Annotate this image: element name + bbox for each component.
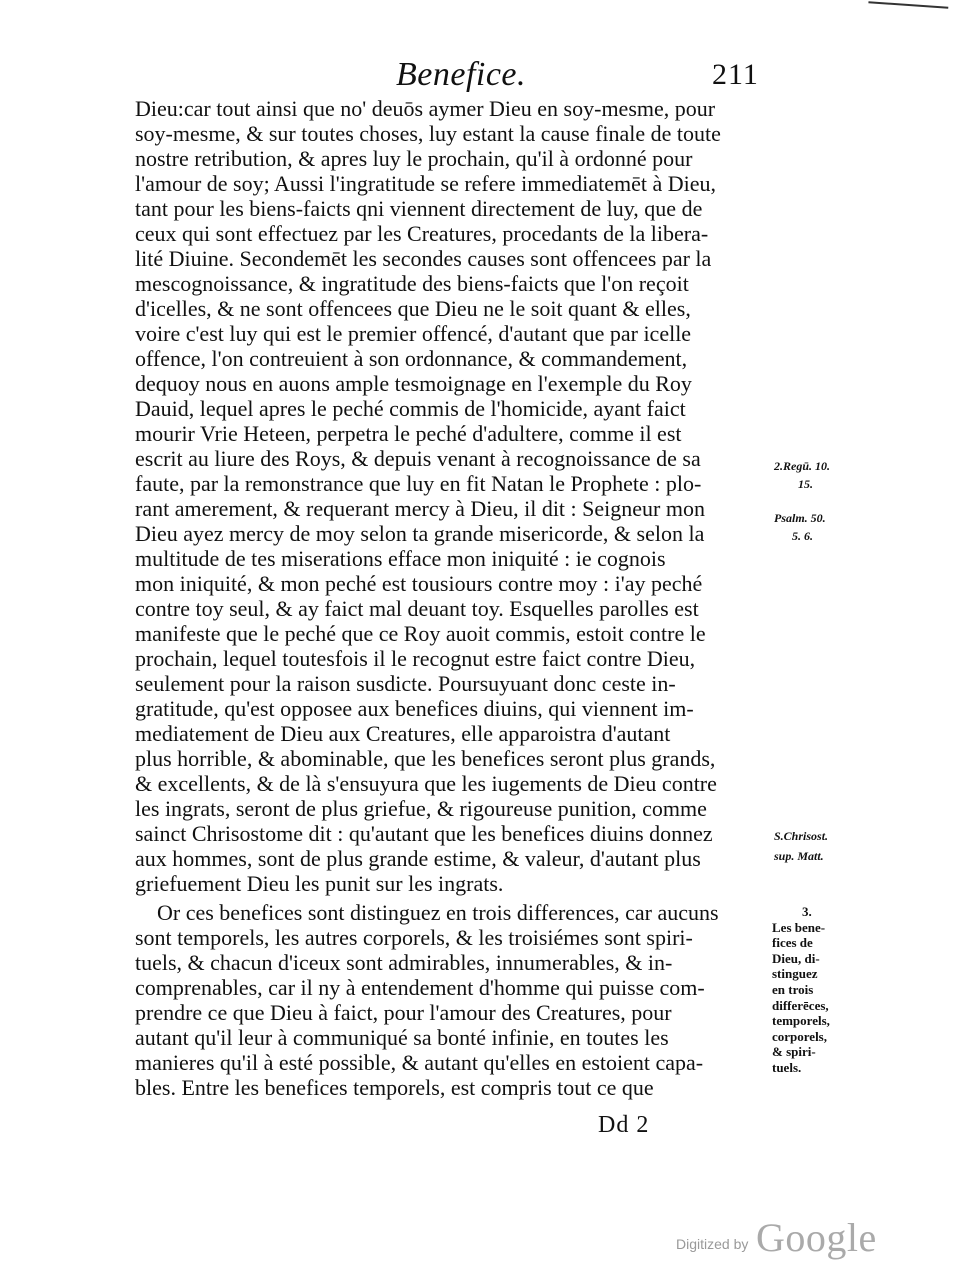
side-note-line: 3. <box>802 904 812 919</box>
margin-note-kings: 2.Regū. 10. <box>774 459 831 473</box>
page-edge-mark <box>868 1 949 19</box>
side-note-line: tuels. <box>772 1059 802 1075</box>
body-line: aux hommes, sont de plus grande estime, & valeur, d'autant plus <box>135 846 701 871</box>
body-line: contre toy seul, & ay faict mal deuant toy. Esquelles parolles est <box>135 596 699 621</box>
margin-note-chrysostom: S.Chrisost. <box>774 829 829 843</box>
body-line: autant qu'il leur à communiqué sa bonté infinie, en toutes les <box>135 1025 669 1050</box>
side-note-line: stinguez <box>772 966 818 982</box>
margin-note-psalm: Psalm. 50. <box>774 511 826 525</box>
side-note-line: corporels, <box>772 1028 827 1044</box>
margin-note-psalm-verse: 5. 6. <box>792 529 813 543</box>
body-line: faute, par la remonstrance que luy en fit Natan le Prophete : plo- <box>135 471 702 496</box>
body-line: Or ces benefices sont distinguez en trois differences, car aucuns <box>157 900 719 925</box>
page-number: 211 <box>712 58 759 91</box>
body-line: prendre ce que Dieu à faict, pour l'amour des Creatures, pour <box>135 1000 672 1025</box>
body-line: mon iniquité, & mon peché est tousiours contre moy : i'ay peché <box>135 571 703 596</box>
body-line: Dauid, lequel apres le peché commis de l'homicide, ayant faict <box>135 396 686 421</box>
body-line: les ingrats, seront de plus griefue, & rigoureuse punition, comme <box>135 796 707 821</box>
body-line: manieres qu'il à esté possible, & autant qu'elles en estoient capa- <box>135 1050 704 1075</box>
body-line: bles. Entre les benefices temporels, est compris tout ce que <box>135 1075 654 1100</box>
body-line: multitude de tes miserations efface mon iniquité : ie cognois <box>135 546 666 571</box>
signature-mark: Dd 2 <box>598 1112 650 1138</box>
side-note-line: en trois <box>772 981 814 997</box>
body-line: mescognoissance, & ingratitude des biens-faicts que l'on reçoit <box>135 271 689 296</box>
body-line: prochain, lequel toutesfois il le recognut estre faict contre Dieu, <box>135 646 696 671</box>
body-line: escrit au liure des Roys, & depuis venant à recognoissance de sa <box>135 446 701 471</box>
body-line: sainct Chrisostome dit : qu'autant que les benefices diuins donnez <box>135 821 713 846</box>
side-note-line: temporels, <box>772 1013 830 1029</box>
body-line: manifeste que le peché que ce Roy auoit commis, estoit contre le <box>135 621 706 646</box>
margin-note-matthew: sup. Matt. <box>774 849 824 863</box>
side-note-line: Dieu, di- <box>772 950 820 966</box>
body-line: l'amour de soy; Aussi l'ingratitude se refere immediatemēt à Dieu, <box>135 171 716 196</box>
body-line: seulement pour la raison susdicte. Poursuyuant donc ceste in- <box>135 671 676 696</box>
body-line: mourir Vrie Heteen, perpetra le peché d'adultere, comme il est <box>135 421 682 446</box>
body-line: dequoy nous en auons ample tesmoignage en l'exemple du Roy <box>135 371 692 396</box>
side-note-line: & spiri- <box>772 1044 816 1060</box>
body-line: mediatement de Dieu aux Creatures, elle apparoistra d'autant <box>135 721 671 746</box>
body-line: voire c'est luy qui est le premier offencé, d'autant que par icelle <box>135 321 692 346</box>
body-line: tant pour les biens-faicts qni viennent directement de luy, que de <box>135 196 703 221</box>
body-line: & excellents, & de là s'ensuyura que les iugements de Dieu contre <box>135 771 717 796</box>
body-line: tuels, & chacun d'iceux sont admirables, innumerables, & in- <box>135 950 673 975</box>
margin-note-kings-verse: 15. <box>798 477 813 491</box>
body-line: gratitude, qu'est opposee aux benefices diuins, qui viennent im- <box>135 696 694 721</box>
google-watermark: Google <box>756 1215 877 1260</box>
body-line: Dieu ayez mercy de moy selon ta grande misericorde, & selon la <box>135 521 705 546</box>
body-line: lité Diuine. Secondemēt les secondes causes sont offencees par la <box>135 246 712 271</box>
body-line: Dieu:car tout ainsi que no' deuōs aymer Dieu en soy-mesme, pour <box>135 96 716 121</box>
body-line: nostre retribution, & apres luy le prochain, qu'il à ordonné pour <box>135 146 693 171</box>
body-line: offence, l'on contreuient à son ordonnance, & commandement, <box>135 346 688 371</box>
body-line: sont temporels, les autres corporels, & les troisiémes sont spiri- <box>135 925 693 950</box>
digitized-by-label: Digitized by <box>676 1236 749 1252</box>
side-note-line: Les bene- <box>772 919 826 935</box>
body-line: plus horrible, & abominable, que les benefices seront plus grands, <box>135 746 716 771</box>
running-title: Benefice. <box>396 56 527 93</box>
body-line: rant amerement, & requerant mercy à Dieu, il dit : Seigneur mon <box>135 496 705 521</box>
body-line: comprenables, car il ny à entendement d'homme qui puisse com- <box>135 975 705 1000</box>
body-line: griefuement Dieu les punit sur les ingrats. <box>135 871 504 896</box>
side-note-line: fices de <box>772 935 813 951</box>
side-note-summary <box>772 904 830 1076</box>
side-note-line: differēces, <box>772 997 829 1013</box>
body-line: ceux qui sont effectuez par les Creatures, procedants de la libera- <box>135 221 709 246</box>
body-line: soy-mesme, & sur toutes choses, luy estant la cause finale de toute <box>135 121 721 146</box>
body-line: d'icelles, & ne sont offencees que Dieu ne le soit quant & elles, <box>135 296 691 321</box>
